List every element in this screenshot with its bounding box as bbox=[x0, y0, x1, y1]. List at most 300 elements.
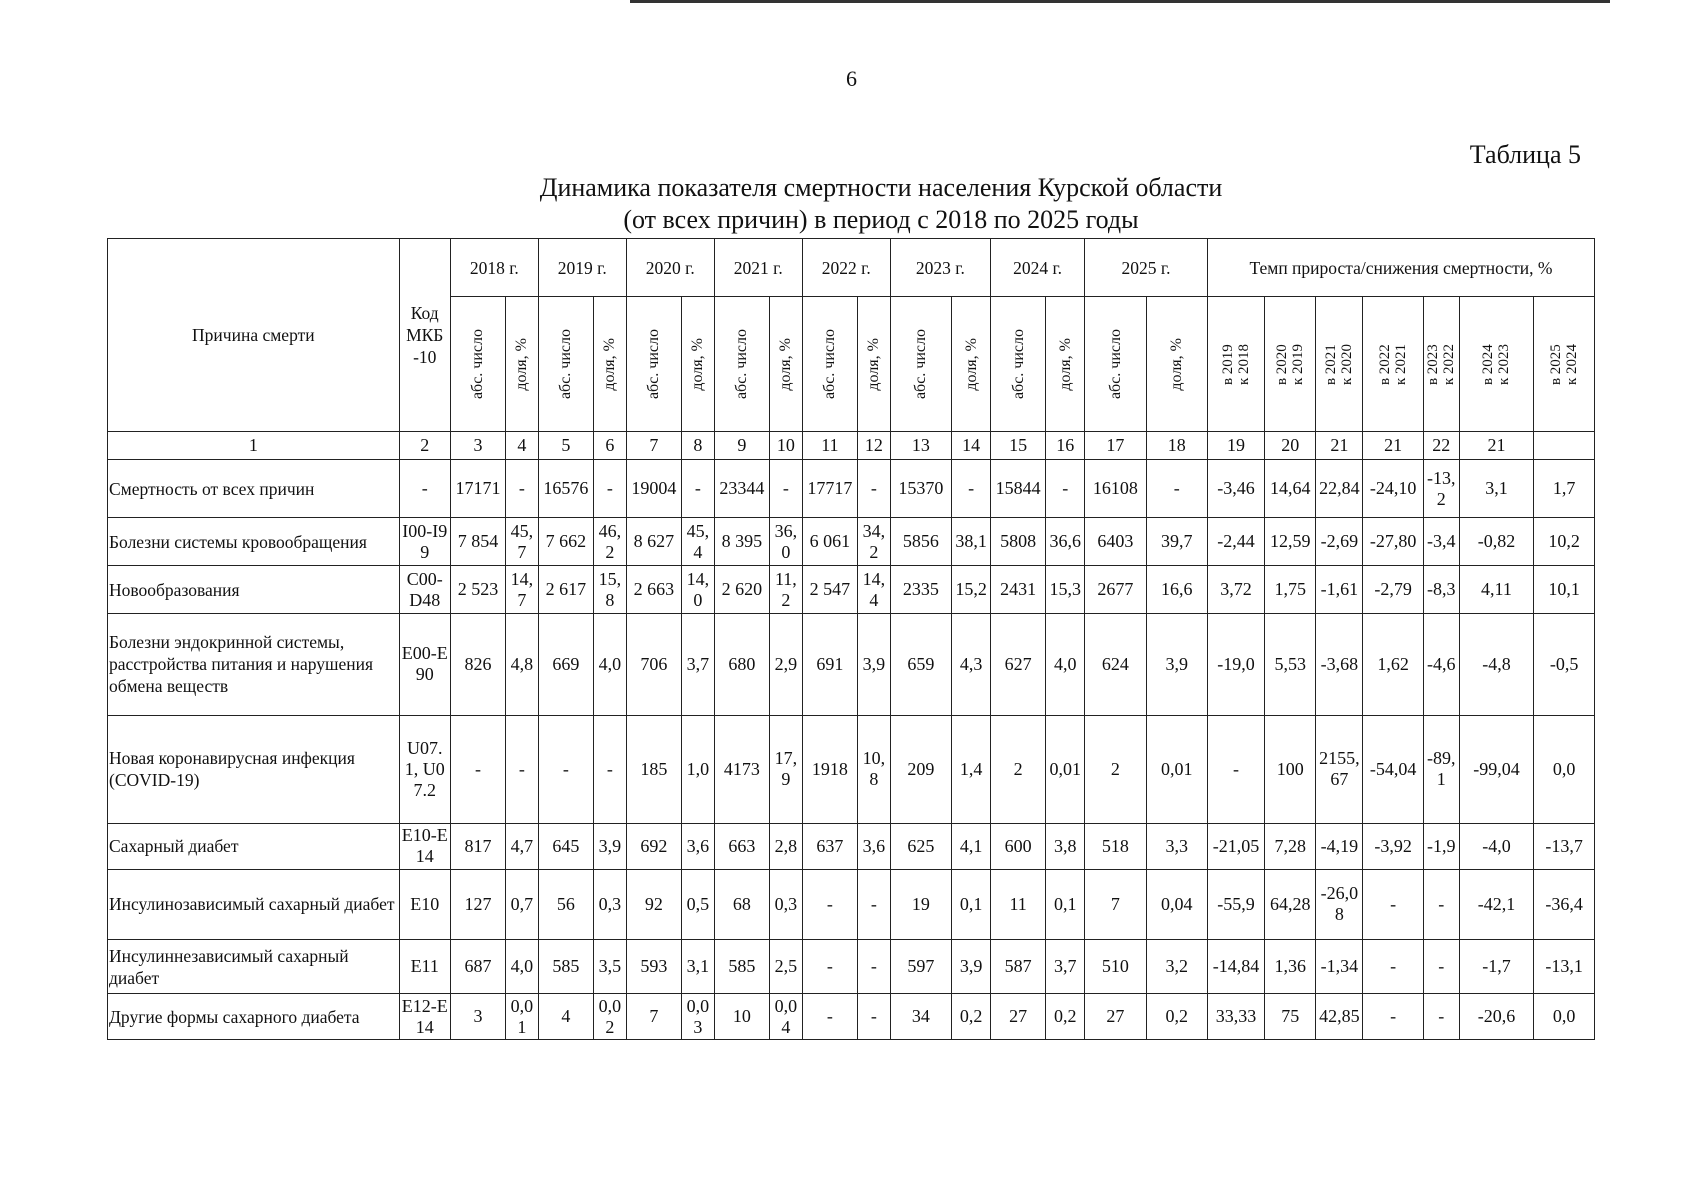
header-abs-count bbox=[450, 297, 505, 432]
value-cell: 637 bbox=[802, 823, 857, 869]
value-cell: 5808 bbox=[991, 518, 1046, 566]
header-growth-period bbox=[1363, 297, 1423, 432]
value-cell: 1,36 bbox=[1265, 940, 1316, 994]
column-number: 6 bbox=[594, 432, 627, 460]
table-row bbox=[108, 823, 1595, 869]
value-cell: 3,1 bbox=[1459, 460, 1534, 518]
value-cell: - bbox=[858, 940, 891, 994]
header-year: 2019 г. bbox=[538, 239, 626, 297]
value-cell: 22,84 bbox=[1316, 460, 1363, 518]
header-growth-period bbox=[1459, 297, 1534, 432]
header-growth-period-label: в 2023 к 2022 bbox=[1425, 343, 1458, 385]
table-row bbox=[108, 869, 1595, 940]
value-cell: 817 bbox=[450, 823, 505, 869]
value-cell: 4,7 bbox=[506, 823, 539, 869]
value-cell: 7,28 bbox=[1265, 823, 1316, 869]
value-cell: 2,5 bbox=[770, 940, 803, 994]
value-cell: 10,2 bbox=[1534, 518, 1595, 566]
value-cell: - bbox=[506, 715, 539, 823]
value-cell: 92 bbox=[626, 869, 681, 940]
top-rule bbox=[630, 0, 1610, 3]
value-cell: - bbox=[770, 460, 803, 518]
value-cell: 1,75 bbox=[1265, 566, 1316, 614]
value-cell: 16,6 bbox=[1146, 566, 1207, 614]
header-year: 2018 г. bbox=[450, 239, 538, 297]
value-cell: -89,1 bbox=[1423, 715, 1459, 823]
value-cell: 36,0 bbox=[770, 518, 803, 566]
value-cell: -3,92 bbox=[1363, 823, 1423, 869]
value-cell: -99,04 bbox=[1459, 715, 1534, 823]
cause-cell: Инсулинозависимый сахарный диабет bbox=[108, 869, 400, 940]
value-cell: -4,8 bbox=[1459, 614, 1534, 716]
value-cell: 585 bbox=[714, 940, 769, 994]
value-cell: - bbox=[538, 715, 593, 823]
value-cell: 518 bbox=[1085, 823, 1146, 869]
value-cell: 4,3 bbox=[952, 614, 991, 716]
column-number: 9 bbox=[714, 432, 769, 460]
table-title bbox=[0, 172, 1703, 236]
icd-code-cell: U07.1, U07.2 bbox=[399, 715, 450, 823]
column-number: 13 bbox=[890, 432, 951, 460]
value-cell: 663 bbox=[714, 823, 769, 869]
value-cell: - bbox=[1363, 994, 1423, 1040]
column-number: 21 bbox=[1459, 432, 1534, 460]
value-cell: 46,2 bbox=[594, 518, 627, 566]
value-cell: 45,4 bbox=[682, 518, 715, 566]
value-cell: 0,3 bbox=[594, 869, 627, 940]
value-cell: 15,8 bbox=[594, 566, 627, 614]
mortality-table bbox=[107, 238, 1595, 1040]
cause-cell: Новая коронавирусная инфекция (COVID-19) bbox=[108, 715, 400, 823]
value-cell: 100 bbox=[1265, 715, 1316, 823]
column-number: 15 bbox=[991, 432, 1046, 460]
value-cell: 33,33 bbox=[1207, 994, 1264, 1040]
column-number: 18 bbox=[1146, 432, 1207, 460]
value-cell: 0,0 bbox=[1534, 994, 1595, 1040]
value-cell: - bbox=[952, 460, 991, 518]
table-row bbox=[108, 518, 1595, 566]
column-number: 10 bbox=[770, 432, 803, 460]
value-cell: 2 bbox=[991, 715, 1046, 823]
value-cell: 14,64 bbox=[1265, 460, 1316, 518]
value-cell: 691 bbox=[802, 614, 857, 716]
value-cell: 14,4 bbox=[858, 566, 891, 614]
value-cell: 0,1 bbox=[952, 869, 991, 940]
header-abs-count bbox=[890, 297, 951, 432]
value-cell: - bbox=[1363, 940, 1423, 994]
column-number: 1 bbox=[108, 432, 400, 460]
column-number: 11 bbox=[802, 432, 857, 460]
header-growth-period-label: в 2020 к 2019 bbox=[1274, 343, 1307, 385]
value-cell: 39,7 bbox=[1146, 518, 1207, 566]
value-cell: 42,85 bbox=[1316, 994, 1363, 1040]
value-cell: 3,9 bbox=[858, 614, 891, 716]
icd-code-cell: E12-E14 bbox=[399, 994, 450, 1040]
header-abs-count-label: абс. число bbox=[733, 329, 751, 400]
header-growth-period-label: в 2025 к 2024 bbox=[1548, 343, 1581, 385]
value-cell: -13,7 bbox=[1534, 823, 1595, 869]
value-cell: 692 bbox=[626, 823, 681, 869]
value-cell: 0,2 bbox=[1146, 994, 1207, 1040]
value-cell: - bbox=[594, 715, 627, 823]
title-line-2: (от всех причин) в период с 2018 по 2025 годы bbox=[623, 205, 1139, 234]
value-cell: -24,10 bbox=[1363, 460, 1423, 518]
value-cell: 27 bbox=[991, 994, 1046, 1040]
header-abs-count-label: абс. число bbox=[821, 329, 839, 400]
value-cell: 8 395 bbox=[714, 518, 769, 566]
icd-code-cell: E11 bbox=[399, 940, 450, 994]
value-cell: 7 854 bbox=[450, 518, 505, 566]
table-row bbox=[108, 566, 1595, 614]
value-cell: 0,04 bbox=[1146, 869, 1207, 940]
value-cell: -14,84 bbox=[1207, 940, 1264, 994]
value-cell: 2,9 bbox=[770, 614, 803, 716]
column-number: 21 bbox=[1316, 432, 1363, 460]
value-cell: 2 617 bbox=[538, 566, 593, 614]
header-year: 2020 г. bbox=[626, 239, 714, 297]
value-cell: 64,28 bbox=[1265, 869, 1316, 940]
value-cell: - bbox=[802, 994, 857, 1040]
cause-cell: Другие формы сахарного диабета bbox=[108, 994, 400, 1040]
value-cell: - bbox=[594, 460, 627, 518]
cause-cell: Болезни системы кровообращения bbox=[108, 518, 400, 566]
value-cell: -4,6 bbox=[1423, 614, 1459, 716]
value-cell: 2335 bbox=[890, 566, 951, 614]
value-cell: 11 bbox=[991, 869, 1046, 940]
value-cell: 10,8 bbox=[858, 715, 891, 823]
value-cell: 1,4 bbox=[952, 715, 991, 823]
value-cell: - bbox=[506, 460, 539, 518]
value-cell: -1,9 bbox=[1423, 823, 1459, 869]
value-cell: 0,0 bbox=[1534, 715, 1595, 823]
value-cell: -3,68 bbox=[1316, 614, 1363, 716]
value-cell: 2 bbox=[1085, 715, 1146, 823]
value-cell: 23344 bbox=[714, 460, 769, 518]
header-share-percent bbox=[952, 297, 991, 432]
header-abs-count bbox=[802, 297, 857, 432]
header-growth-period bbox=[1423, 297, 1459, 432]
header-abs-count bbox=[538, 297, 593, 432]
value-cell: 17171 bbox=[450, 460, 505, 518]
value-cell: 7 662 bbox=[538, 518, 593, 566]
value-cell: 4,11 bbox=[1459, 566, 1534, 614]
value-cell: -4,19 bbox=[1316, 823, 1363, 869]
value-cell: 8 627 bbox=[626, 518, 681, 566]
value-cell: 185 bbox=[626, 715, 681, 823]
value-cell: - bbox=[1207, 715, 1264, 823]
header-year: 2022 г. bbox=[802, 239, 890, 297]
value-cell: 19004 bbox=[626, 460, 681, 518]
value-cell: 0,04 bbox=[770, 994, 803, 1040]
value-cell: - bbox=[1423, 940, 1459, 994]
value-cell: 687 bbox=[450, 940, 505, 994]
header-growth-period bbox=[1207, 297, 1264, 432]
value-cell: 209 bbox=[890, 715, 951, 823]
column-number: 12 bbox=[858, 432, 891, 460]
header-growth-period bbox=[1316, 297, 1363, 432]
value-cell: 597 bbox=[890, 940, 951, 994]
header-abs-count-label: абс. число bbox=[912, 329, 930, 400]
value-cell: 15370 bbox=[890, 460, 951, 518]
value-cell: 680 bbox=[714, 614, 769, 716]
value-cell: 593 bbox=[626, 940, 681, 994]
table-label: Таблица 5 bbox=[1469, 140, 1581, 169]
table-row bbox=[108, 460, 1595, 518]
value-cell: 4,8 bbox=[506, 614, 539, 716]
value-cell: 624 bbox=[1085, 614, 1146, 716]
icd-code-cell: E10-E14 bbox=[399, 823, 450, 869]
value-cell: - bbox=[802, 940, 857, 994]
header-growth-rate: Темп прироста/снижения смертности, % bbox=[1207, 239, 1594, 297]
value-cell: 4,0 bbox=[506, 940, 539, 994]
cause-cell: Новообразования bbox=[108, 566, 400, 614]
column-number bbox=[1534, 432, 1595, 460]
cause-cell: Болезни эндокринной системы, расстройства питания и нарушения обмена веществ bbox=[108, 614, 400, 716]
header-share-percent bbox=[1146, 297, 1207, 432]
column-number: 20 bbox=[1265, 432, 1316, 460]
value-cell: 706 bbox=[626, 614, 681, 716]
value-cell: 27 bbox=[1085, 994, 1146, 1040]
value-cell: 34 bbox=[890, 994, 951, 1040]
header-abs-count-label: абс. число bbox=[645, 329, 663, 400]
value-cell: 16108 bbox=[1085, 460, 1146, 518]
header-share-percent-label: доля, % bbox=[777, 337, 795, 391]
value-cell: 12,59 bbox=[1265, 518, 1316, 566]
value-cell: 585 bbox=[538, 940, 593, 994]
value-cell: 127 bbox=[450, 869, 505, 940]
value-cell: 3,5 bbox=[594, 940, 627, 994]
value-cell: - bbox=[1363, 869, 1423, 940]
value-cell: 6 061 bbox=[802, 518, 857, 566]
header-share-percent-label: доля, % bbox=[1056, 337, 1074, 391]
value-cell: 3,9 bbox=[1146, 614, 1207, 716]
header-share-percent bbox=[506, 297, 539, 432]
value-cell: 645 bbox=[538, 823, 593, 869]
value-cell: 0,01 bbox=[506, 994, 539, 1040]
value-cell: -54,04 bbox=[1363, 715, 1423, 823]
value-cell: 3,9 bbox=[594, 823, 627, 869]
header-year: 2021 г. bbox=[714, 239, 802, 297]
column-number: 19 bbox=[1207, 432, 1264, 460]
value-cell: 3,9 bbox=[952, 940, 991, 994]
value-cell: 15,2 bbox=[952, 566, 991, 614]
icd-code-cell: I00-I99 bbox=[399, 518, 450, 566]
column-number: 21 bbox=[1363, 432, 1423, 460]
value-cell: 2 663 bbox=[626, 566, 681, 614]
header-share-percent bbox=[682, 297, 715, 432]
value-cell: 0,01 bbox=[1046, 715, 1085, 823]
header-share-percent-label: доля, % bbox=[865, 337, 883, 391]
value-cell: 4,0 bbox=[594, 614, 627, 716]
value-cell: 3,6 bbox=[682, 823, 715, 869]
value-cell: - bbox=[858, 869, 891, 940]
column-number: 7 bbox=[626, 432, 681, 460]
value-cell: - bbox=[1146, 460, 1207, 518]
value-cell: -20,6 bbox=[1459, 994, 1534, 1040]
value-cell: -36,4 bbox=[1534, 869, 1595, 940]
header-abs-count bbox=[1085, 297, 1146, 432]
column-number: 14 bbox=[952, 432, 991, 460]
value-cell: 38,1 bbox=[952, 518, 991, 566]
value-cell: 7 bbox=[626, 994, 681, 1040]
icd-code-cell: - bbox=[399, 460, 450, 518]
header-year: 2025 г. bbox=[1085, 239, 1208, 297]
value-cell: -1,61 bbox=[1316, 566, 1363, 614]
value-cell: 4173 bbox=[714, 715, 769, 823]
icd-code-cell: E00-E90 bbox=[399, 614, 450, 716]
value-cell: 659 bbox=[890, 614, 951, 716]
header-share-percent-label: доля, % bbox=[689, 337, 707, 391]
value-cell: 3,3 bbox=[1146, 823, 1207, 869]
value-cell: -8,3 bbox=[1423, 566, 1459, 614]
value-cell: 826 bbox=[450, 614, 505, 716]
icd-code-cell: C00-D48 bbox=[399, 566, 450, 614]
header-abs-count bbox=[626, 297, 681, 432]
value-cell: 0,3 bbox=[770, 869, 803, 940]
header-share-percent-label: доля, % bbox=[1168, 337, 1186, 391]
cause-cell: Инсулиннезависимый сахарный диабет bbox=[108, 940, 400, 994]
header-abs-count-label: абс. число bbox=[469, 329, 487, 400]
value-cell: 0,7 bbox=[506, 869, 539, 940]
value-cell: 627 bbox=[991, 614, 1046, 716]
value-cell: 0,01 bbox=[1146, 715, 1207, 823]
header-share-percent-label: доля, % bbox=[513, 337, 531, 391]
column-number-row bbox=[108, 432, 1595, 460]
header-growth-period-label: в 2021 к 2020 bbox=[1323, 343, 1356, 385]
value-cell: 15,3 bbox=[1046, 566, 1085, 614]
value-cell: - bbox=[450, 715, 505, 823]
header-share-percent bbox=[594, 297, 627, 432]
value-cell: 0,5 bbox=[682, 869, 715, 940]
value-cell: 17,9 bbox=[770, 715, 803, 823]
value-cell: -21,05 bbox=[1207, 823, 1264, 869]
value-cell: -3,4 bbox=[1423, 518, 1459, 566]
value-cell: - bbox=[1423, 869, 1459, 940]
value-cell: 1918 bbox=[802, 715, 857, 823]
header-cause: Причина смерти bbox=[108, 239, 400, 432]
value-cell: 0,02 bbox=[594, 994, 627, 1040]
value-cell: 75 bbox=[1265, 994, 1316, 1040]
header-icd-code: Код МКБ -10 bbox=[399, 239, 450, 432]
value-cell: -42,1 bbox=[1459, 869, 1534, 940]
value-cell: 14,0 bbox=[682, 566, 715, 614]
value-cell: -4,0 bbox=[1459, 823, 1534, 869]
header-year: 2023 г. bbox=[890, 239, 990, 297]
column-number: 8 bbox=[682, 432, 715, 460]
value-cell: -2,69 bbox=[1316, 518, 1363, 566]
value-cell: 19 bbox=[890, 869, 951, 940]
header-abs-count-label: абс. число bbox=[1106, 329, 1124, 400]
header-abs-count bbox=[991, 297, 1046, 432]
header-abs-count bbox=[714, 297, 769, 432]
header-growth-period-label: в 2019 к 2018 bbox=[1220, 343, 1253, 385]
value-cell: - bbox=[858, 994, 891, 1040]
column-number: 22 bbox=[1423, 432, 1459, 460]
value-cell: 34,2 bbox=[858, 518, 891, 566]
value-cell: 3 bbox=[450, 994, 505, 1040]
value-cell: 14,7 bbox=[506, 566, 539, 614]
value-cell: -2,44 bbox=[1207, 518, 1264, 566]
value-cell: -0,82 bbox=[1459, 518, 1534, 566]
header-growth-period bbox=[1265, 297, 1316, 432]
value-cell: 2 547 bbox=[802, 566, 857, 614]
column-number: 3 bbox=[450, 432, 505, 460]
value-cell: 15844 bbox=[991, 460, 1046, 518]
value-cell: 600 bbox=[991, 823, 1046, 869]
column-number: 16 bbox=[1046, 432, 1085, 460]
value-cell: 2 620 bbox=[714, 566, 769, 614]
value-cell: 2 523 bbox=[450, 566, 505, 614]
value-cell: -2,79 bbox=[1363, 566, 1423, 614]
page-number: 6 bbox=[846, 66, 857, 91]
value-cell: - bbox=[1423, 994, 1459, 1040]
value-cell: 10,1 bbox=[1534, 566, 1595, 614]
value-cell: -3,46 bbox=[1207, 460, 1264, 518]
column-number: 4 bbox=[506, 432, 539, 460]
value-cell: -19,0 bbox=[1207, 614, 1264, 716]
header-row-years bbox=[108, 239, 1595, 297]
value-cell: 5,53 bbox=[1265, 614, 1316, 716]
value-cell: 1,62 bbox=[1363, 614, 1423, 716]
value-cell: -27,80 bbox=[1363, 518, 1423, 566]
header-share-percent-label: доля, % bbox=[601, 337, 619, 391]
value-cell: 4 bbox=[538, 994, 593, 1040]
value-cell: 45,7 bbox=[506, 518, 539, 566]
value-cell: 5856 bbox=[890, 518, 951, 566]
value-cell: 4,1 bbox=[952, 823, 991, 869]
value-cell: -0,5 bbox=[1534, 614, 1595, 716]
column-number: 2 bbox=[399, 432, 450, 460]
value-cell: 0,2 bbox=[1046, 994, 1085, 1040]
value-cell: 3,72 bbox=[1207, 566, 1264, 614]
value-cell: -13,1 bbox=[1534, 940, 1595, 994]
value-cell: 2677 bbox=[1085, 566, 1146, 614]
value-cell: -13,2 bbox=[1423, 460, 1459, 518]
header-share-percent bbox=[858, 297, 891, 432]
value-cell: - bbox=[682, 460, 715, 518]
value-cell: 11,2 bbox=[770, 566, 803, 614]
value-cell: 68 bbox=[714, 869, 769, 940]
value-cell: 625 bbox=[890, 823, 951, 869]
title-line-1: Динамика показателя смертности населения Курской области bbox=[539, 173, 1223, 202]
value-cell: 0,03 bbox=[682, 994, 715, 1040]
value-cell: -1,7 bbox=[1459, 940, 1534, 994]
value-cell: 2155,67 bbox=[1316, 715, 1363, 823]
value-cell: -55,9 bbox=[1207, 869, 1264, 940]
header-growth-period-label: в 2022 к 2021 bbox=[1377, 343, 1410, 385]
value-cell: 36,6 bbox=[1046, 518, 1085, 566]
value-cell: 510 bbox=[1085, 940, 1146, 994]
value-cell: 3,7 bbox=[682, 614, 715, 716]
value-cell: 4,0 bbox=[1046, 614, 1085, 716]
table-row bbox=[108, 614, 1595, 716]
value-cell: 1,7 bbox=[1534, 460, 1595, 518]
value-cell: 3,7 bbox=[1046, 940, 1085, 994]
value-cell: 2,8 bbox=[770, 823, 803, 869]
cause-cell: Сахарный диабет bbox=[108, 823, 400, 869]
table-row bbox=[108, 994, 1595, 1040]
header-share-percent-label: доля, % bbox=[962, 337, 980, 391]
header-growth-period bbox=[1534, 297, 1595, 432]
value-cell: 587 bbox=[991, 940, 1046, 994]
value-cell: - bbox=[1046, 460, 1085, 518]
value-cell: 2431 bbox=[991, 566, 1046, 614]
value-cell: -1,34 bbox=[1316, 940, 1363, 994]
value-cell: 0,1 bbox=[1046, 869, 1085, 940]
header-abs-count-label: абс. число bbox=[1009, 329, 1027, 400]
value-cell: 3,8 bbox=[1046, 823, 1085, 869]
header-abs-count-label: абс. число bbox=[557, 329, 575, 400]
